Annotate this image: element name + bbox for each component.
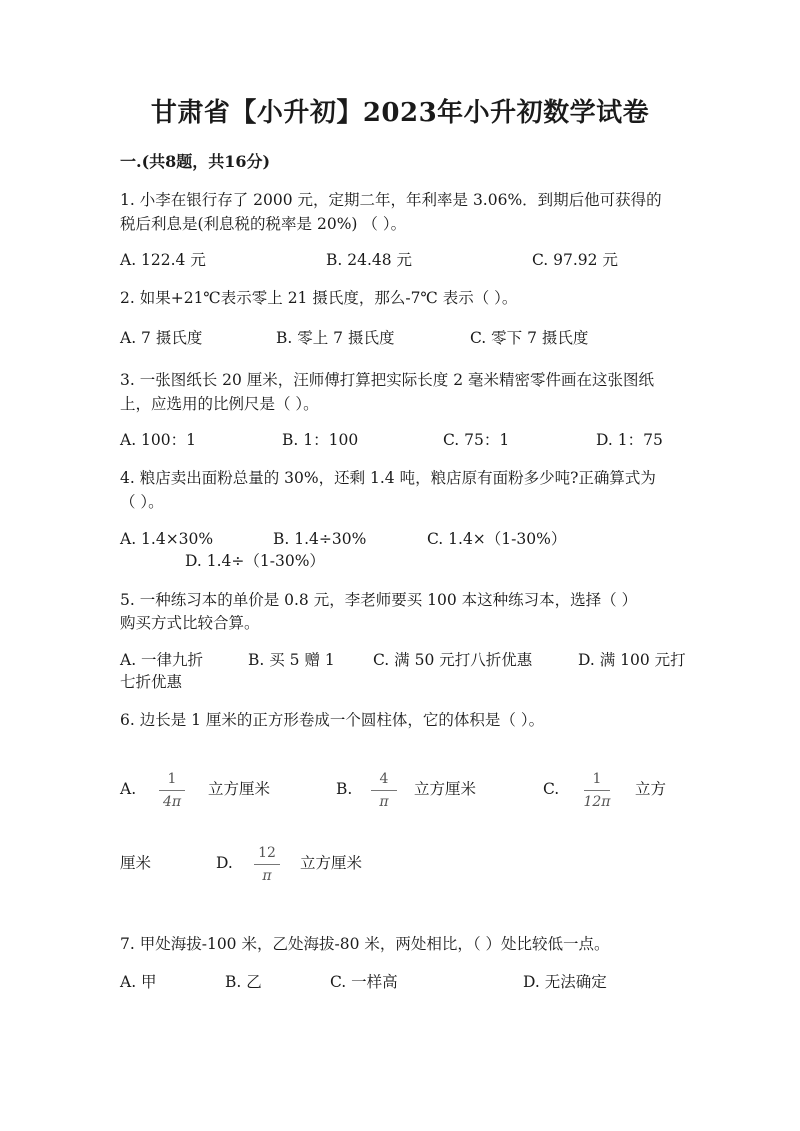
section-heading: 一.(共8题，共16分) [120,152,271,171]
fraction-denominator: π [262,868,272,884]
question-2-text: 2. 如果+21℃表示零上 21 摄氏度，那么-7℃ 表示（ ）。 [120,289,518,307]
question-5-option-b[interactable]: B. 买 5 赠 1 [248,651,335,669]
question-3-option-d[interactable]: D. 1：75 [596,431,663,449]
question-6-option-c-unit-cont: 厘米 [120,854,152,872]
exam-title: 甘肃省【小升初】2023年小升初数学试卷 [150,98,650,128]
question-7-option-c[interactable]: C. 一样高 [330,973,398,991]
question-3-text-cont: 上，应选用的比例尺是（ ）。 [120,395,319,413]
question-1-option-c[interactable]: C. 97.92 元 [532,251,618,269]
fraction-denominator: 12π [583,794,611,810]
fraction-denominator: π [379,794,389,810]
question-4-text: 4. 粮店卖出面粉总量的 30%，还剩 1.4 吨，粮店原有面粉多少吨?正确算式为 [120,469,656,487]
question-5-option-d-cont: 七折优惠 [120,673,183,691]
question-5-option-a[interactable]: A. 一律九折 [120,651,204,669]
question-3-text: 3. 一张图纸长 20 厘米，汪师傅打算把实际长度 2 毫米精密零件画在这张图纸 [120,371,655,389]
question-6-option-a-fraction [157,771,187,810]
fraction-numerator: 1 [167,771,177,787]
question-5-text: 5. 一种练习本的单价是 0.8 元，李老师要买 100 本这种练习本，选择（ ） [120,591,638,609]
question-6-option-b-letter[interactable]: B. [336,780,353,798]
question-7-option-a[interactable]: A. 甲 [120,973,157,991]
question-6-option-c-letter[interactable]: C. [543,780,560,798]
question-3-option-b[interactable]: B. 1：100 [282,431,359,449]
fraction-numerator: 4 [379,771,389,787]
question-7-option-d[interactable]: D. 无法确定 [523,973,607,991]
question-6-option-a-unit: 立方厘米 [208,780,271,798]
question-6-text: 6. 边长是 1 厘米的正方形卷成一个圆柱体，它的体积是（ ）。 [120,711,545,729]
question-5-text-cont: 购买方式比较合算。 [120,614,260,632]
question-6-option-b-fraction [369,771,399,810]
question-1-option-b[interactable]: B. 24.48 元 [326,251,413,269]
question-6-option-c-unit: 立方 [635,780,667,798]
question-6-option-d-unit: 立方厘米 [300,854,363,872]
question-7-option-b[interactable]: B. 乙 [225,973,262,991]
fraction-bar [584,790,610,791]
question-6-option-a-letter[interactable]: A. [120,780,137,798]
question-6-option-b-unit: 立方厘米 [414,780,477,798]
question-4-text-cont: （ ）。 [120,493,164,511]
question-7-text: 7. 甲处海拔-100 米，乙处海拔-80 米，两处相比，（ ）处比较低一点。 [120,935,610,953]
question-2-option-a[interactable]: A. 7 摄氏度 [120,329,203,347]
fraction-numerator: 12 [258,845,276,861]
question-6-option-d-letter[interactable]: D. [216,854,233,872]
question-4-option-b[interactable]: B. 1.4÷30% [273,530,367,548]
question-3-option-a[interactable]: A. 100：1 [120,431,196,449]
question-1-text-cont: 税后利息是(利息税的税率是 20%) （ ）。 [120,215,407,233]
question-2-option-b[interactable]: B. 零上 7 摄氏度 [276,329,395,347]
question-4-option-c[interactable]: C. 1.4×（1-30%） [427,530,567,548]
fraction-numerator: 1 [592,771,602,787]
question-4-option-a[interactable]: A. 1.4×30% [120,530,214,548]
fraction-bar [159,790,185,791]
question-5-option-c[interactable]: C. 满 50 元打八折优惠 [373,651,533,669]
question-4-option-d[interactable]: D. 1.4÷（1-30%） [185,552,325,570]
question-2-option-c[interactable]: C. 零下 7 摄氏度 [470,329,589,347]
fraction-denominator: 4π [162,794,182,810]
question-1-option-a[interactable]: A. 122.4 元 [120,251,206,269]
question-1-text: 1. 小李在银行存了 2000 元，定期二年，年利率是 3.06%．到期后他可获得的 [120,191,662,209]
fraction-bar [371,790,397,791]
question-6-option-d-fraction [252,845,282,884]
fraction-bar [254,864,280,865]
question-3-option-c[interactable]: C. 75：1 [443,431,510,449]
question-6-option-c-fraction [582,771,612,810]
question-5-option-d[interactable]: D. 满 100 元打 [578,651,686,669]
